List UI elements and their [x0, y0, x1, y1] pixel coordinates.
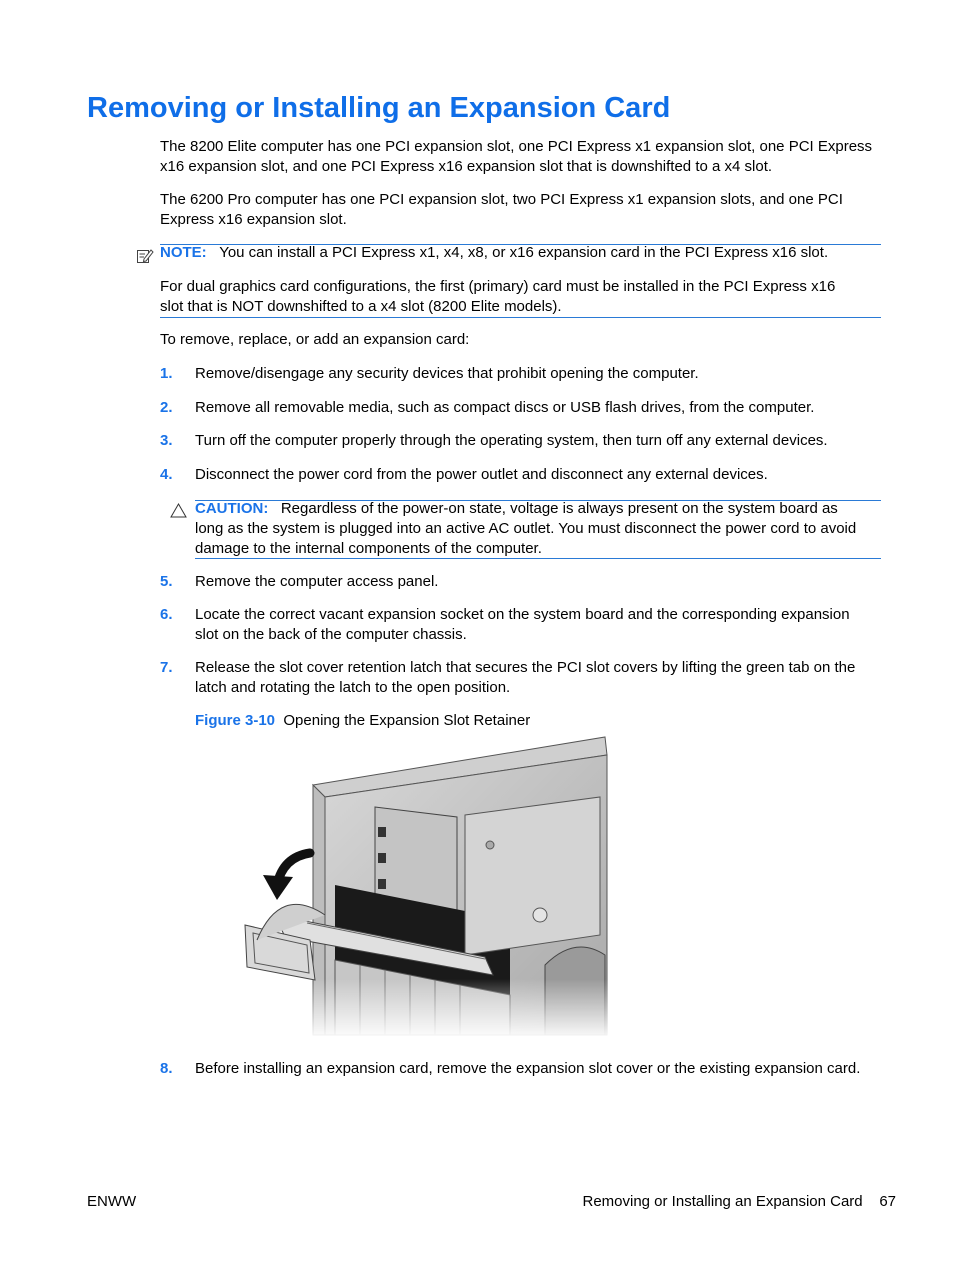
caution-bottom-rule [195, 558, 881, 559]
step-text: Before installing an expansion card, remove the expansion slot cover or the existing expansion card. [195, 1060, 861, 1077]
caution-text: Regardless of the power-on state, voltage is always present on the system board as long as the system is plugged into an active AC outlet. You must disconnect the power cord to avoid damage to the internal components of the computer. [195, 500, 857, 557]
step-number: 7. [160, 659, 173, 676]
intro-paragraph-2: The 6200 Pro computer has one PCI expansion slot, two PCI Express x1 expansion slots, and one PCI Express x16 expansion slot. [160, 191, 843, 228]
page-number: 67 [879, 1193, 896, 1210]
figure-caption [195, 711, 530, 731]
step-number: 1. [160, 365, 173, 382]
step-number: 3. [160, 432, 173, 449]
page-title: Removing or Installing an Expansion Card [87, 92, 671, 124]
note-text: You can install a PCI Express x1, x4, x8, or x16 expansion card in the PCI Express x16 slot. [219, 244, 829, 261]
caution-triangle-icon [170, 503, 187, 518]
footer-section: Removing or Installing an Expansion Card [582, 1193, 863, 1210]
intro-paragraph-1: The 8200 Elite computer has one PCI expansion slot, one PCI Express x1 expansion slot, one PCI Express x16 expansion slot, and one PCI Express x16 expansion slot that is downshifted to a x4 slot. [160, 138, 873, 175]
step-number: 4. [160, 466, 173, 483]
step-text: Remove all removable media, such as compact discs or USB flash drives, from the computer. [195, 399, 815, 416]
step-number: 8. [160, 1060, 173, 1077]
step-number: 2. [160, 399, 173, 416]
step-text: Disconnect the power cord from the power outlet and disconnect any external devices. [195, 466, 768, 483]
expansion-slot-retainer-illustration [235, 735, 610, 1040]
caution-label: CAUTION: [195, 500, 269, 517]
figure-title: Opening the Expansion Slot Retainer [283, 712, 531, 729]
note-text-2: For dual graphics card configurations, the first (primary) card must be installed in the PCI Express x16 slot that is NOT downshifted to a x4 slot (8200 Elite models). [160, 278, 836, 315]
procedure-lead: To remove, replace, or add an expansion card: [160, 331, 470, 348]
note-pencil-icon [136, 247, 154, 265]
footer-right [582, 1192, 896, 1212]
footer-left: ENWW [87, 1193, 137, 1210]
step-number: 6. [160, 606, 173, 623]
note-bottom-rule [160, 317, 881, 318]
step-text: Locate the correct vacant expansion socket on the system board and the corresponding expansion slot on the back of the computer chassis. [195, 606, 850, 643]
figure-label: Figure 3-10 [195, 712, 276, 729]
caution-paragraph [195, 499, 870, 559]
note-label: NOTE: [160, 244, 207, 261]
step-text: Remove the computer access panel. [195, 573, 439, 590]
note-line [160, 243, 885, 263]
step-text: Turn off the computer properly through the operating system, then turn off any external devices. [195, 432, 828, 449]
step-number: 5. [160, 573, 173, 590]
step-text: Release the slot cover retention latch that secures the PCI slot covers by lifting the green tab on the latch and rotating the latch to the open position. [195, 659, 856, 696]
step-text: Remove/disengage any security devices that prohibit opening the computer. [195, 365, 699, 382]
